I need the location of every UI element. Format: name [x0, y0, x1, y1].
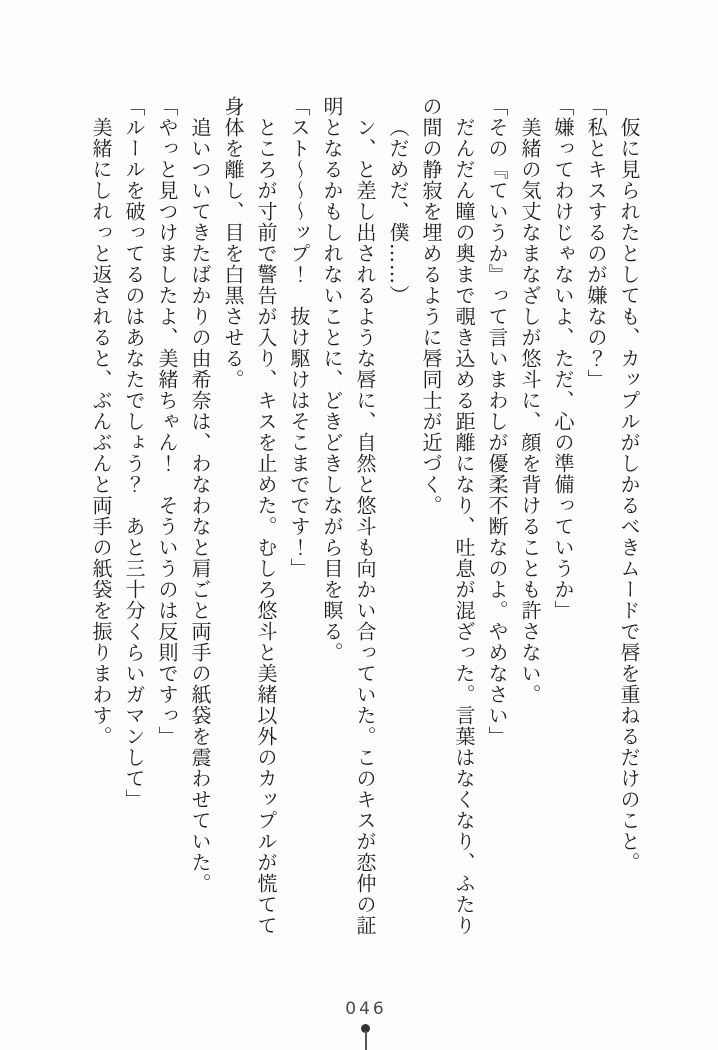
text-line: 明となるかもしれないことに、どきどきしながら目を瞑る。: [320, 96, 344, 663]
text-line: 「私とキスするのが嫌なの？」: [584, 96, 608, 390]
text-line: 「スト〜〜〜ップ！ 抜け駆けはそこまでです！」: [287, 96, 311, 579]
text-line: 美緒にしれっと返されると、ぶんぶんと両手の紙袋を振りまわす。: [89, 117, 113, 747]
text-line: だんだん瞳の奥まで覗き込める距離になり、吐息が混ざった。言葉はなくなり、ふたり: [452, 117, 476, 936]
text-line: の間の静寂を埋めるように唇同士が近づく。: [419, 96, 443, 516]
text-line: 「ルールを破ってるのはあなたでしょう？ あと三十分くらいガマンして」: [122, 96, 146, 810]
text-line: 「その『ていうか』って言いまわしが優柔不断なのよ。やめなさい」: [485, 96, 509, 747]
pin-stem-line: [365, 1031, 367, 1050]
text-line: 「やっと見つけましたよ、美緒ちゃん！ そういうのは反則ですっ」: [155, 96, 179, 747]
text-line: （だめだ、僕……）: [386, 117, 410, 306]
text-line: 美緒の気丈なまなざしが悠斗に、顔を背けることも許さない。: [518, 117, 542, 705]
text-line: 「嫌ってわけじゃないよ、ただ、心の準備っていうか」: [551, 96, 575, 621]
page-text: [84, 96, 645, 954]
text-line: 追いついてきたばかりの由希奈は、わなわなと肩ごと両手の紙袋を震わせていた。: [188, 117, 212, 894]
text-line: ン、と差し出されるような唇に、自然と悠斗も向かい合っていた。このキスが恋仲の証: [353, 117, 377, 936]
text-line: 身体を離し、目を白黒させる。: [221, 96, 245, 390]
text-line: ところが寸前で警告が入り、キスを止めた。むしろ悠斗と美緒以外のカップルが慌てて: [254, 117, 278, 936]
text-line: 仮に見られたとしても、カップルがしかるべきムードで唇を重ねるだけのこと。: [617, 117, 641, 873]
page-number: 046: [345, 999, 387, 1019]
